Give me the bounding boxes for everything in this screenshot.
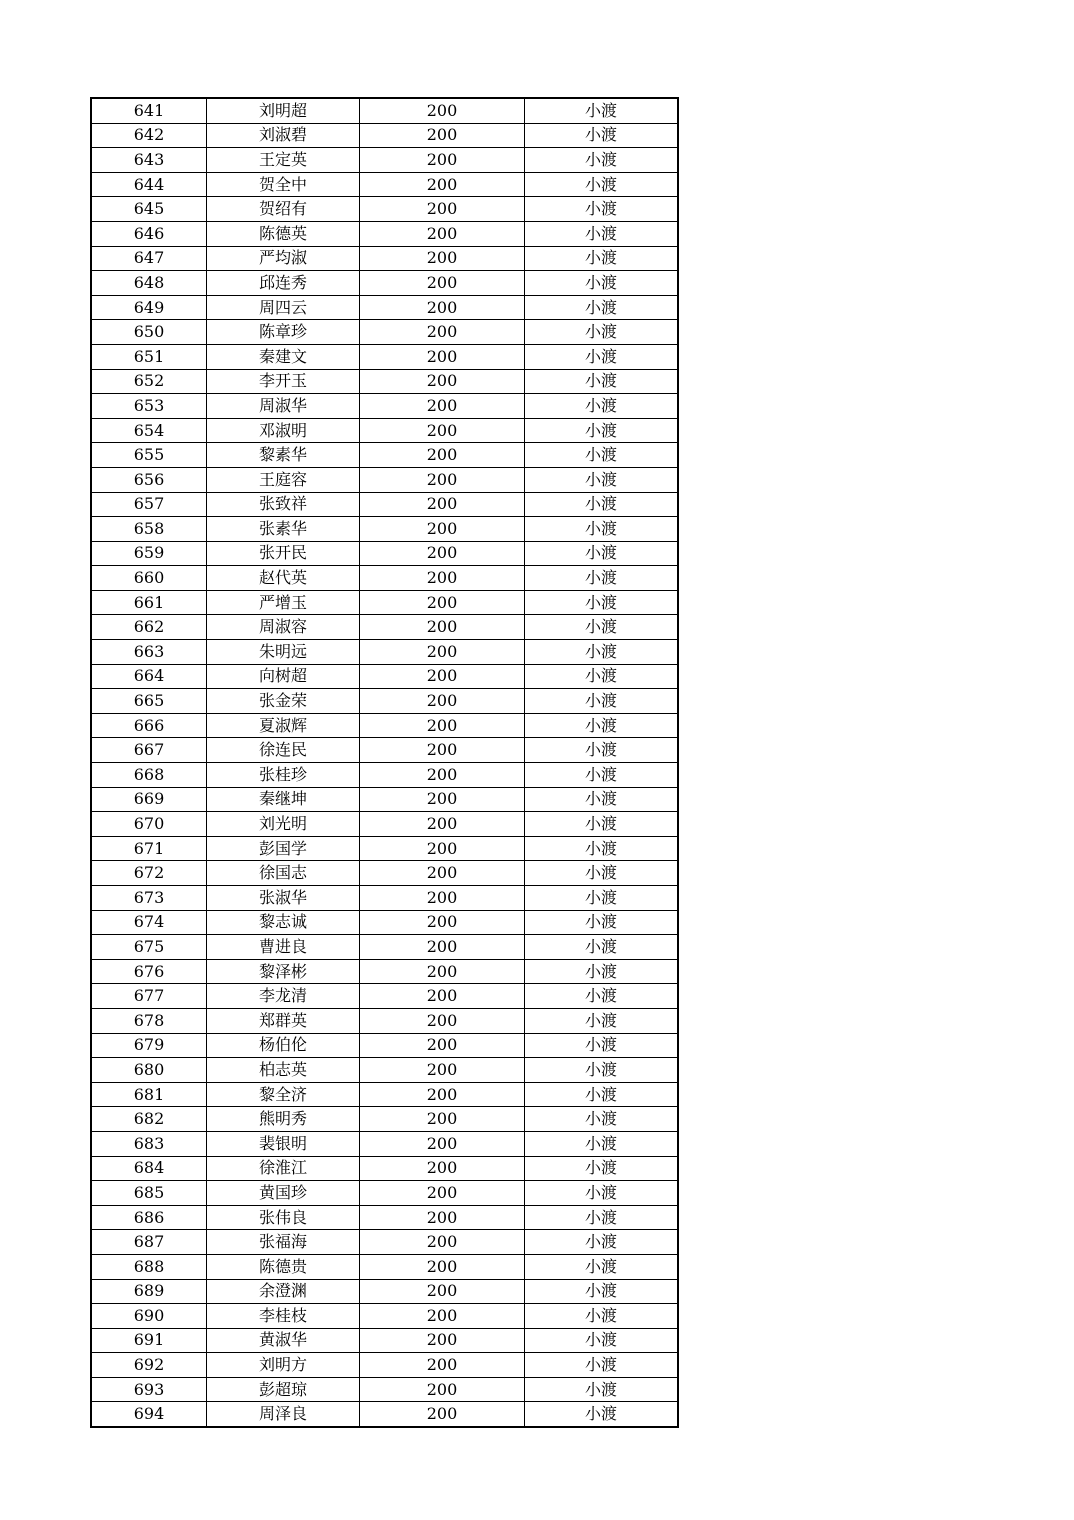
row-number-cell: 690 (91, 1304, 207, 1329)
amount-cell: 200 (360, 566, 525, 591)
name-cell: 李开玉 (207, 369, 360, 394)
location-cell: 小渡 (525, 959, 679, 984)
name-cell: 周泽良 (207, 1402, 360, 1427)
name-cell: 向树超 (207, 664, 360, 689)
location-cell: 小渡 (525, 467, 679, 492)
table-row (91, 98, 678, 123)
location-cell: 小渡 (525, 812, 679, 837)
name-cell: 张福海 (207, 1230, 360, 1255)
amount-cell: 200 (360, 664, 525, 689)
row-number-cell: 677 (91, 984, 207, 1009)
location-cell: 小渡 (525, 172, 679, 197)
row-number-cell: 660 (91, 566, 207, 591)
location-cell: 小渡 (525, 910, 679, 935)
location-cell: 小渡 (525, 861, 679, 886)
location-cell: 小渡 (525, 320, 679, 345)
name-cell: 彭超琼 (207, 1377, 360, 1402)
row-number-cell: 658 (91, 517, 207, 542)
name-cell: 张淑华 (207, 886, 360, 911)
location-cell: 小渡 (525, 271, 679, 296)
name-cell: 张伟良 (207, 1205, 360, 1230)
row-number-cell: 650 (91, 320, 207, 345)
row-number-cell: 692 (91, 1353, 207, 1378)
name-cell: 曹进良 (207, 935, 360, 960)
name-cell: 黎素华 (207, 443, 360, 468)
amount-cell: 200 (360, 1279, 525, 1304)
name-cell: 贺全中 (207, 172, 360, 197)
location-cell: 小渡 (525, 787, 679, 812)
location-cell: 小渡 (525, 394, 679, 419)
location-cell: 小渡 (525, 1304, 679, 1329)
location-cell: 小渡 (525, 1156, 679, 1181)
row-number-cell: 691 (91, 1328, 207, 1353)
table-row (91, 1230, 678, 1255)
amount-cell: 200 (360, 763, 525, 788)
amount-cell: 200 (360, 689, 525, 714)
amount-cell: 200 (360, 467, 525, 492)
table-row (91, 1377, 678, 1402)
name-cell: 黎泽彬 (207, 959, 360, 984)
name-cell: 王庭容 (207, 467, 360, 492)
row-number-cell: 653 (91, 394, 207, 419)
location-cell: 小渡 (525, 615, 679, 640)
roster-table-body (91, 98, 678, 1427)
table-row (91, 369, 678, 394)
table-row (91, 1304, 678, 1329)
table-row (91, 123, 678, 148)
amount-cell: 200 (360, 172, 525, 197)
name-cell: 周淑华 (207, 394, 360, 419)
table-row (91, 713, 678, 738)
name-cell: 杨伯伦 (207, 1033, 360, 1058)
name-cell: 黄淑华 (207, 1328, 360, 1353)
row-number-cell: 651 (91, 344, 207, 369)
table-row (91, 467, 678, 492)
location-cell: 小渡 (525, 197, 679, 222)
row-number-cell: 676 (91, 959, 207, 984)
amount-cell: 200 (360, 1328, 525, 1353)
location-cell: 小渡 (525, 1328, 679, 1353)
location-cell: 小渡 (525, 369, 679, 394)
amount-cell: 200 (360, 197, 525, 222)
table-row (91, 910, 678, 935)
table-row (91, 861, 678, 886)
row-number-cell: 657 (91, 492, 207, 517)
amount-cell: 200 (360, 713, 525, 738)
name-cell: 黎全济 (207, 1082, 360, 1107)
name-cell: 徐国志 (207, 861, 360, 886)
name-cell: 余澄渊 (207, 1279, 360, 1304)
location-cell: 小渡 (525, 418, 679, 443)
location-cell: 小渡 (525, 221, 679, 246)
location-cell: 小渡 (525, 443, 679, 468)
row-number-cell: 661 (91, 590, 207, 615)
table-row (91, 590, 678, 615)
row-number-cell: 649 (91, 295, 207, 320)
row-number-cell: 666 (91, 713, 207, 738)
amount-cell: 200 (360, 935, 525, 960)
table-row (91, 1107, 678, 1132)
name-cell: 黄国珍 (207, 1181, 360, 1206)
name-cell: 徐连民 (207, 738, 360, 763)
amount-cell: 200 (360, 271, 525, 296)
table-row (91, 418, 678, 443)
row-number-cell: 694 (91, 1402, 207, 1427)
table-row (91, 394, 678, 419)
location-cell: 小渡 (525, 492, 679, 517)
amount-cell: 200 (360, 123, 525, 148)
location-cell: 小渡 (525, 886, 679, 911)
row-number-cell: 686 (91, 1205, 207, 1230)
row-number-cell: 672 (91, 861, 207, 886)
row-number-cell: 652 (91, 369, 207, 394)
location-cell: 小渡 (525, 123, 679, 148)
amount-cell: 200 (360, 1156, 525, 1181)
amount-cell: 200 (360, 812, 525, 837)
row-number-cell: 662 (91, 615, 207, 640)
row-number-cell: 643 (91, 148, 207, 173)
location-cell: 小渡 (525, 1205, 679, 1230)
location-cell: 小渡 (525, 984, 679, 1009)
row-number-cell: 655 (91, 443, 207, 468)
table-row (91, 763, 678, 788)
table-row (91, 640, 678, 665)
row-number-cell: 685 (91, 1181, 207, 1206)
amount-cell: 200 (360, 443, 525, 468)
name-cell: 周四云 (207, 295, 360, 320)
location-cell: 小渡 (525, 738, 679, 763)
row-number-cell: 687 (91, 1230, 207, 1255)
name-cell: 张致祥 (207, 492, 360, 517)
row-number-cell: 682 (91, 1107, 207, 1132)
table-row (91, 1156, 678, 1181)
name-cell: 张开民 (207, 541, 360, 566)
name-cell: 徐淮江 (207, 1156, 360, 1181)
name-cell: 黎志诚 (207, 910, 360, 935)
row-number-cell: 641 (91, 98, 207, 123)
amount-cell: 200 (360, 1181, 525, 1206)
row-number-cell: 683 (91, 1131, 207, 1156)
row-number-cell: 689 (91, 1279, 207, 1304)
amount-cell: 200 (360, 1107, 525, 1132)
name-cell: 王定英 (207, 148, 360, 173)
amount-cell: 200 (360, 541, 525, 566)
table-row (91, 320, 678, 345)
row-number-cell: 674 (91, 910, 207, 935)
table-row (91, 1353, 678, 1378)
name-cell: 刘明超 (207, 98, 360, 123)
name-cell: 朱明远 (207, 640, 360, 665)
amount-cell: 200 (360, 221, 525, 246)
amount-cell: 200 (360, 1058, 525, 1083)
amount-cell: 200 (360, 984, 525, 1009)
table-row (91, 1131, 678, 1156)
table-row (91, 959, 678, 984)
location-cell: 小渡 (525, 1377, 679, 1402)
name-cell: 严增玉 (207, 590, 360, 615)
table-row (91, 541, 678, 566)
location-cell: 小渡 (525, 1107, 679, 1132)
amount-cell: 200 (360, 886, 525, 911)
table-row (91, 492, 678, 517)
name-cell: 张金荣 (207, 689, 360, 714)
row-number-cell: 644 (91, 172, 207, 197)
amount-cell: 200 (360, 98, 525, 123)
table-row (91, 443, 678, 468)
amount-cell: 200 (360, 1205, 525, 1230)
table-row (91, 1082, 678, 1107)
name-cell: 陈章珍 (207, 320, 360, 345)
row-number-cell: 664 (91, 664, 207, 689)
amount-cell: 200 (360, 320, 525, 345)
location-cell: 小渡 (525, 566, 679, 591)
name-cell: 彭国学 (207, 836, 360, 861)
table-row (91, 344, 678, 369)
roster-table (90, 97, 679, 1428)
location-cell: 小渡 (525, 1254, 679, 1279)
name-cell: 柏志英 (207, 1058, 360, 1083)
row-number-cell: 679 (91, 1033, 207, 1058)
amount-cell: 200 (360, 1353, 525, 1378)
table-row (91, 836, 678, 861)
name-cell: 张桂珍 (207, 763, 360, 788)
location-cell: 小渡 (525, 1008, 679, 1033)
row-number-cell: 654 (91, 418, 207, 443)
row-number-cell: 645 (91, 197, 207, 222)
amount-cell: 200 (360, 1082, 525, 1107)
table-row (91, 1205, 678, 1230)
name-cell: 裴银明 (207, 1131, 360, 1156)
name-cell: 严均淑 (207, 246, 360, 271)
table-row (91, 1033, 678, 1058)
location-cell: 小渡 (525, 517, 679, 542)
table-row (91, 935, 678, 960)
location-cell: 小渡 (525, 1033, 679, 1058)
row-number-cell: 642 (91, 123, 207, 148)
row-number-cell: 668 (91, 763, 207, 788)
amount-cell: 200 (360, 640, 525, 665)
location-cell: 小渡 (525, 246, 679, 271)
table-row (91, 517, 678, 542)
name-cell: 李桂枝 (207, 1304, 360, 1329)
table-row (91, 1328, 678, 1353)
location-cell: 小渡 (525, 344, 679, 369)
name-cell: 刘明方 (207, 1353, 360, 1378)
location-cell: 小渡 (525, 541, 679, 566)
name-cell: 郑群英 (207, 1008, 360, 1033)
amount-cell: 200 (360, 246, 525, 271)
amount-cell: 200 (360, 910, 525, 935)
amount-cell: 200 (360, 1230, 525, 1255)
row-number-cell: 663 (91, 640, 207, 665)
amount-cell: 200 (360, 1033, 525, 1058)
location-cell: 小渡 (525, 689, 679, 714)
table-row (91, 197, 678, 222)
table-row (91, 1181, 678, 1206)
table-row (91, 221, 678, 246)
name-cell: 赵代英 (207, 566, 360, 591)
row-number-cell: 675 (91, 935, 207, 960)
row-number-cell: 669 (91, 787, 207, 812)
table-row (91, 566, 678, 591)
table-row (91, 1008, 678, 1033)
table-row (91, 664, 678, 689)
amount-cell: 200 (360, 492, 525, 517)
name-cell: 张素华 (207, 517, 360, 542)
table-row (91, 271, 678, 296)
table-row (91, 812, 678, 837)
row-number-cell: 665 (91, 689, 207, 714)
amount-cell: 200 (360, 836, 525, 861)
name-cell: 陈德贵 (207, 1254, 360, 1279)
amount-cell: 200 (360, 861, 525, 886)
location-cell: 小渡 (525, 98, 679, 123)
amount-cell: 200 (360, 369, 525, 394)
table-row (91, 1402, 678, 1427)
amount-cell: 200 (360, 590, 525, 615)
amount-cell: 200 (360, 787, 525, 812)
name-cell: 周淑容 (207, 615, 360, 640)
name-cell: 秦建文 (207, 344, 360, 369)
row-number-cell: 659 (91, 541, 207, 566)
amount-cell: 200 (360, 1008, 525, 1033)
row-number-cell: 656 (91, 467, 207, 492)
row-number-cell: 688 (91, 1254, 207, 1279)
amount-cell: 200 (360, 615, 525, 640)
location-cell: 小渡 (525, 295, 679, 320)
table-row (91, 1254, 678, 1279)
row-number-cell: 673 (91, 886, 207, 911)
location-cell: 小渡 (525, 1058, 679, 1083)
amount-cell: 200 (360, 1304, 525, 1329)
table-row (91, 1058, 678, 1083)
row-number-cell: 646 (91, 221, 207, 246)
table-row (91, 172, 678, 197)
row-number-cell: 670 (91, 812, 207, 837)
amount-cell: 200 (360, 1254, 525, 1279)
location-cell: 小渡 (525, 640, 679, 665)
amount-cell: 200 (360, 295, 525, 320)
location-cell: 小渡 (525, 1230, 679, 1255)
location-cell: 小渡 (525, 1131, 679, 1156)
row-number-cell: 693 (91, 1377, 207, 1402)
amount-cell: 200 (360, 344, 525, 369)
row-number-cell: 678 (91, 1008, 207, 1033)
name-cell: 刘光明 (207, 812, 360, 837)
location-cell: 小渡 (525, 664, 679, 689)
table-row (91, 787, 678, 812)
table-row (91, 738, 678, 763)
name-cell: 秦继坤 (207, 787, 360, 812)
table-row (91, 886, 678, 911)
name-cell: 夏淑辉 (207, 713, 360, 738)
location-cell: 小渡 (525, 836, 679, 861)
location-cell: 小渡 (525, 1353, 679, 1378)
row-number-cell: 667 (91, 738, 207, 763)
amount-cell: 200 (360, 738, 525, 763)
location-cell: 小渡 (525, 1082, 679, 1107)
name-cell: 邓淑明 (207, 418, 360, 443)
amount-cell: 200 (360, 959, 525, 984)
row-number-cell: 647 (91, 246, 207, 271)
row-number-cell: 680 (91, 1058, 207, 1083)
location-cell: 小渡 (525, 148, 679, 173)
location-cell: 小渡 (525, 713, 679, 738)
name-cell: 贺绍有 (207, 197, 360, 222)
name-cell: 陈德英 (207, 221, 360, 246)
name-cell: 熊明秀 (207, 1107, 360, 1132)
location-cell: 小渡 (525, 1181, 679, 1206)
location-cell: 小渡 (525, 1279, 679, 1304)
table-row (91, 246, 678, 271)
table-row (91, 615, 678, 640)
row-number-cell: 671 (91, 836, 207, 861)
name-cell: 邱连秀 (207, 271, 360, 296)
amount-cell: 200 (360, 394, 525, 419)
table-row (91, 148, 678, 173)
row-number-cell: 648 (91, 271, 207, 296)
table-row (91, 295, 678, 320)
amount-cell: 200 (360, 1402, 525, 1427)
row-number-cell: 681 (91, 1082, 207, 1107)
location-cell: 小渡 (525, 1402, 679, 1427)
location-cell: 小渡 (525, 590, 679, 615)
name-cell: 李龙清 (207, 984, 360, 1009)
amount-cell: 200 (360, 517, 525, 542)
table-row (91, 1279, 678, 1304)
location-cell: 小渡 (525, 935, 679, 960)
amount-cell: 200 (360, 148, 525, 173)
table-row (91, 984, 678, 1009)
location-cell: 小渡 (525, 763, 679, 788)
amount-cell: 200 (360, 1377, 525, 1402)
amount-cell: 200 (360, 1131, 525, 1156)
table-row (91, 689, 678, 714)
row-number-cell: 684 (91, 1156, 207, 1181)
amount-cell: 200 (360, 418, 525, 443)
name-cell: 刘淑碧 (207, 123, 360, 148)
